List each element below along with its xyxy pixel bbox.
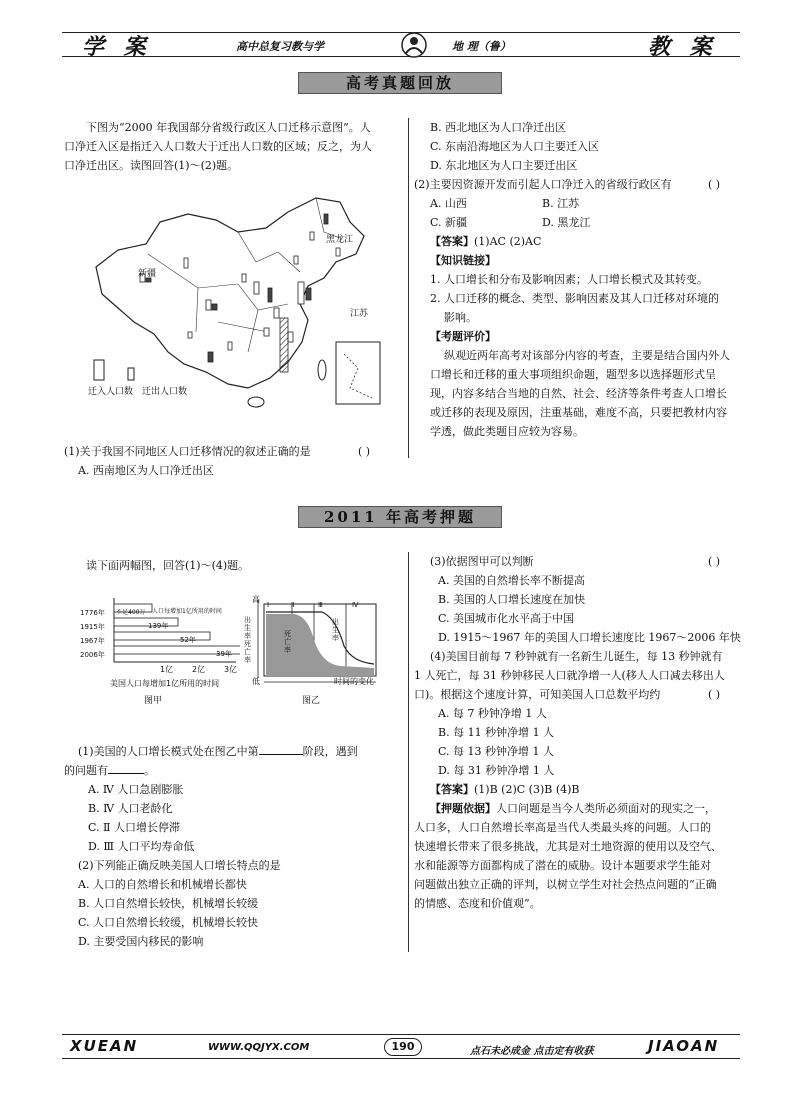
evaluation-tag: 【考题评价】 (430, 330, 496, 343)
chart-yi-death-label: 死亡率 (284, 630, 291, 654)
taiwan-island (318, 360, 326, 380)
option-a: A. 每 7 秒钟净增 1 人 (438, 707, 547, 720)
option-a: A. 人口的自然增长和机械增长都快 (78, 878, 247, 891)
column-divider (408, 118, 409, 458)
column-divider (408, 552, 409, 952)
footer-url[interactable]: WWW.QQJYX.COM (208, 1042, 310, 1053)
chart-jia-bar (114, 618, 178, 626)
section-title-prediction: 2011 年高考押题 (298, 506, 502, 528)
header-left-brand: 学 案 (82, 35, 152, 60)
section-title-exam-review: 高考真题回放 (298, 72, 502, 94)
fill-blank[interactable] (259, 743, 303, 755)
footer-right-brand: JIAOAN (648, 1037, 720, 1055)
legend-inflow-swatch (94, 360, 104, 380)
stage-label: Ⅲ (318, 601, 323, 609)
stage-label: Ⅰ (267, 601, 270, 609)
chart-jia-tick: 1亿 (160, 665, 174, 674)
basis-tag: 【押题依据】 (430, 802, 496, 815)
chart-jia-value-label: 不足400万 (116, 609, 146, 616)
chart-jia-caption: 图甲 (144, 696, 163, 706)
knowledge-link-tag: 【知识链接】 (430, 254, 496, 267)
hatched-inflow-bar (280, 318, 288, 372)
map-label-xinjiang: 新疆 (138, 269, 157, 279)
option-b: B. 人口自然增长较快，机械增长较缓 (78, 897, 259, 910)
section2-left-questions: (1)美国的人口增长模式处在图乙中第 阶段，遇到 的问题有 。 A. Ⅳ 人口急剧膨胀 B. Ⅳ 人口老龄化 C. Ⅱ 人口增长停滞 D. Ⅲ 人口平均寿命低 (2)下列能正确反映美国人口增长特点的是 A. 人口的自然增长和机械增长都快 B. 人口自然增长较快，机械增长较缓 C. 人口自然增长较缓，机械增长较快 D. 主要受国内移民的影响 (64, 742, 404, 951)
section1-intro (64, 118, 404, 175)
question-stem: (2)主要因资源开发而引起人口净迁入的省级行政区有 (414, 178, 672, 191)
option-a: A. 西南地区为人口净迁出区 (78, 464, 214, 477)
south-sea-inset (336, 342, 380, 404)
option-a: A. Ⅳ 人口急剧膨胀 (88, 783, 184, 796)
answer-tag: 【答案】 (430, 783, 474, 796)
china-outline (96, 198, 364, 388)
basis-line: 水和能源等方面都构成了潜在的威胁。设计本题要求学生能对 (414, 859, 711, 872)
intro-line: 读下面两幅图，回答(1)～(4)题。 (86, 559, 250, 572)
option-d: D. 黑龙江 (542, 216, 591, 229)
header-subject: 地 理（鲁） (452, 40, 511, 53)
header-right-brand: 教 案 (648, 35, 718, 60)
chart-yi-y-high: 高 (252, 595, 260, 604)
page-number: 190 (384, 1038, 422, 1056)
option-a: A. 山西 (430, 197, 467, 210)
chart-jia-year-label: 1776年 (80, 609, 105, 617)
chart-yi (244, 596, 380, 688)
question-stem: (3)依据图甲可以判断 (430, 555, 534, 568)
question-stem: (2)下列能正确反映美国人口增长特点的是 (78, 859, 281, 872)
hainan-island (248, 397, 264, 407)
question-stem: 1 人死亡，每 31 秒钟移民人口就净增一人(移人人口减去移出人 (414, 669, 725, 682)
option-a: A. 美国的自然增长率不断提高 (438, 574, 585, 587)
chart-yi-xlabel: 时间的变化 (334, 677, 374, 686)
fill-blank[interactable] (108, 762, 144, 774)
evaluation-line: 纵观近两年高考对该部分内容的考查，主要是结合国内外人 (444, 349, 730, 362)
intro-line: 口净迁出区。读图回答(1)～(2)题。 (64, 159, 239, 172)
option-c: C. 东南沿海地区为人口主要迁入区 (430, 140, 600, 153)
answer-paren: ( ) (708, 688, 721, 701)
map-label-jiangsu: 江苏 (350, 309, 369, 319)
option-c: C. 新疆 (430, 216, 468, 229)
option-c: C. 美国城市化水平高于中国 (438, 612, 575, 625)
option-d: D. 1915～1967 年的美国人口增长速度比 1967～2006 年快 (438, 631, 741, 644)
evaluation-line: 口增长和迁移的重大事项组织命题，题型多以选择题形式呈 (430, 368, 716, 381)
chart-yi-y-low: 低 (252, 677, 260, 686)
question-stem: (4)美国目前每 7 秒钟就有一名新生儿诞生，每 13 秒钟就有 (430, 650, 723, 663)
chart-yi-ylabel: 出生率死亡率 (244, 616, 251, 664)
emblem-icon (400, 31, 428, 59)
evaluation-line: 或迁移的表现及原因，注重基础，难度不高，只要把教材内容 (430, 406, 727, 419)
legend-outflow-swatch (128, 368, 134, 380)
chart-jia-year-label: 1915年 (80, 623, 105, 631)
intro-line: 下图为“2000 年我国部分省级行政区人口迁移示意图”。人 (86, 121, 371, 134)
question-stem: 的问题有 (64, 764, 108, 777)
footer-slogan: 点石未必成金 点击定有收获 (470, 1046, 594, 1057)
stage-label: Ⅱ (291, 601, 295, 609)
answer-paren: ( ) (708, 555, 721, 568)
chart-yi-birth-label: 出生率 (332, 618, 339, 642)
chart-yi-caption: 图乙 (302, 696, 321, 706)
question-stem: 口)。根据这个速度计算，可知美国人口总数平均约 (414, 688, 661, 701)
option-b: B. 每 11 秒钟净增 1 人 (438, 726, 555, 739)
answer-text: (1)B (2)C (3)B (4)B (474, 783, 580, 796)
knowledge-line: 影响。 (444, 311, 477, 324)
evaluation-line: 学透，做此类题目应较为容易。 (430, 425, 584, 438)
option-d: D. 主要受国内移民的影响 (78, 935, 204, 948)
option-c: C. 每 13 秒钟净增 1 人 (438, 745, 554, 758)
chart-jia-xlabel: 美国人口每增加1亿所用的时间 (110, 679, 220, 688)
question-stem: (1)美国的人口增长模式处在图乙中第 (78, 745, 259, 758)
basis-line: 问题做出独立正确的评判，以树立学生对社会热点问题的“正确 (414, 878, 717, 891)
question-stem: (1)关于我国不同地区人口迁移情况的叙述正确的是 (64, 445, 311, 458)
option-d: D. Ⅲ 人口平均寿命低 (88, 840, 195, 853)
basis-line: 的情感、态度和价值观”。 (414, 897, 541, 910)
chart-jia-value-label: 52年 (180, 636, 196, 644)
option-c: C. 人口自然增长较缓，机械增长较快 (78, 916, 259, 929)
section1-right-column (414, 118, 754, 441)
chart-jia-tick: 2亿 (192, 665, 206, 674)
answer-tag: 【答案】 (430, 235, 474, 248)
knowledge-line: 1. 人口增长和分布及影响因素；人口增长模式及其转变。 (430, 273, 708, 286)
answer-paren: ( ) (358, 445, 371, 458)
basis-line: 快速增长带来了很多挑战，尤其是对土地资源的使用以及空气、 (414, 840, 722, 853)
stage-label: Ⅳ (352, 601, 359, 609)
section1-q1 (64, 442, 404, 480)
section2-intro (64, 556, 404, 575)
answer-paren: ( ) (708, 178, 721, 191)
option-d: D. 每 31 秒钟净增 1 人 (438, 764, 555, 777)
chart-jia-tick: 3亿 (224, 665, 238, 674)
chart-jia-year-label: 2006年 (80, 651, 105, 659)
section2-right-column (414, 552, 754, 913)
knowledge-line: 2. 人口迁移的概念、类型、影响因素及其人口迁移对环境的 (430, 292, 719, 305)
chart-jia-year-label: 1967年 (80, 637, 105, 645)
option-b: B. 江苏 (542, 197, 580, 210)
option-b: B. Ⅳ 人口老龄化 (88, 802, 173, 815)
answer-text: (1)AC (2)AC (474, 235, 542, 248)
chart-jia-value-label: 39年 (216, 650, 232, 658)
question-stem: 阶段，遇到 (302, 745, 358, 758)
intro-line: 口净迁入区是指迁入人口数大于迁出人口数的区域；反之，为人 (64, 140, 372, 153)
evaluation-line: 现，内容多结合当地的自然、社会、经济等条件考查人口增长 (430, 387, 727, 400)
chart-jia-legend: 人口每增加1亿所用的时间 (152, 608, 222, 615)
map-label-heilongjiang: 黑龙江 (326, 235, 354, 245)
option-b: B. 美国的人口增长速度在加快 (438, 593, 586, 606)
chart-jia-value-label: 139年 (148, 622, 169, 630)
basis-line: 人口多，人口自然增长率高是当代人类最头疼的问题。人口的 (414, 821, 711, 834)
option-c: C. Ⅱ 人口增长停滞 (88, 821, 180, 834)
option-d: D. 东北地区为人口主要迁出区 (430, 159, 578, 172)
legend-inflow-label: 迁入人口数 (88, 387, 134, 397)
footer-left-brand: XUEAN (70, 1037, 139, 1055)
legend-outflow-label: 迁出人口数 (142, 387, 188, 397)
basis-line: 人口问题是当今人类所必须面对的现实之一， (496, 802, 716, 815)
header-series-title: 高中总复习教与学 (236, 40, 324, 53)
option-b: B. 西北地区为人口净迁出区 (430, 121, 567, 134)
